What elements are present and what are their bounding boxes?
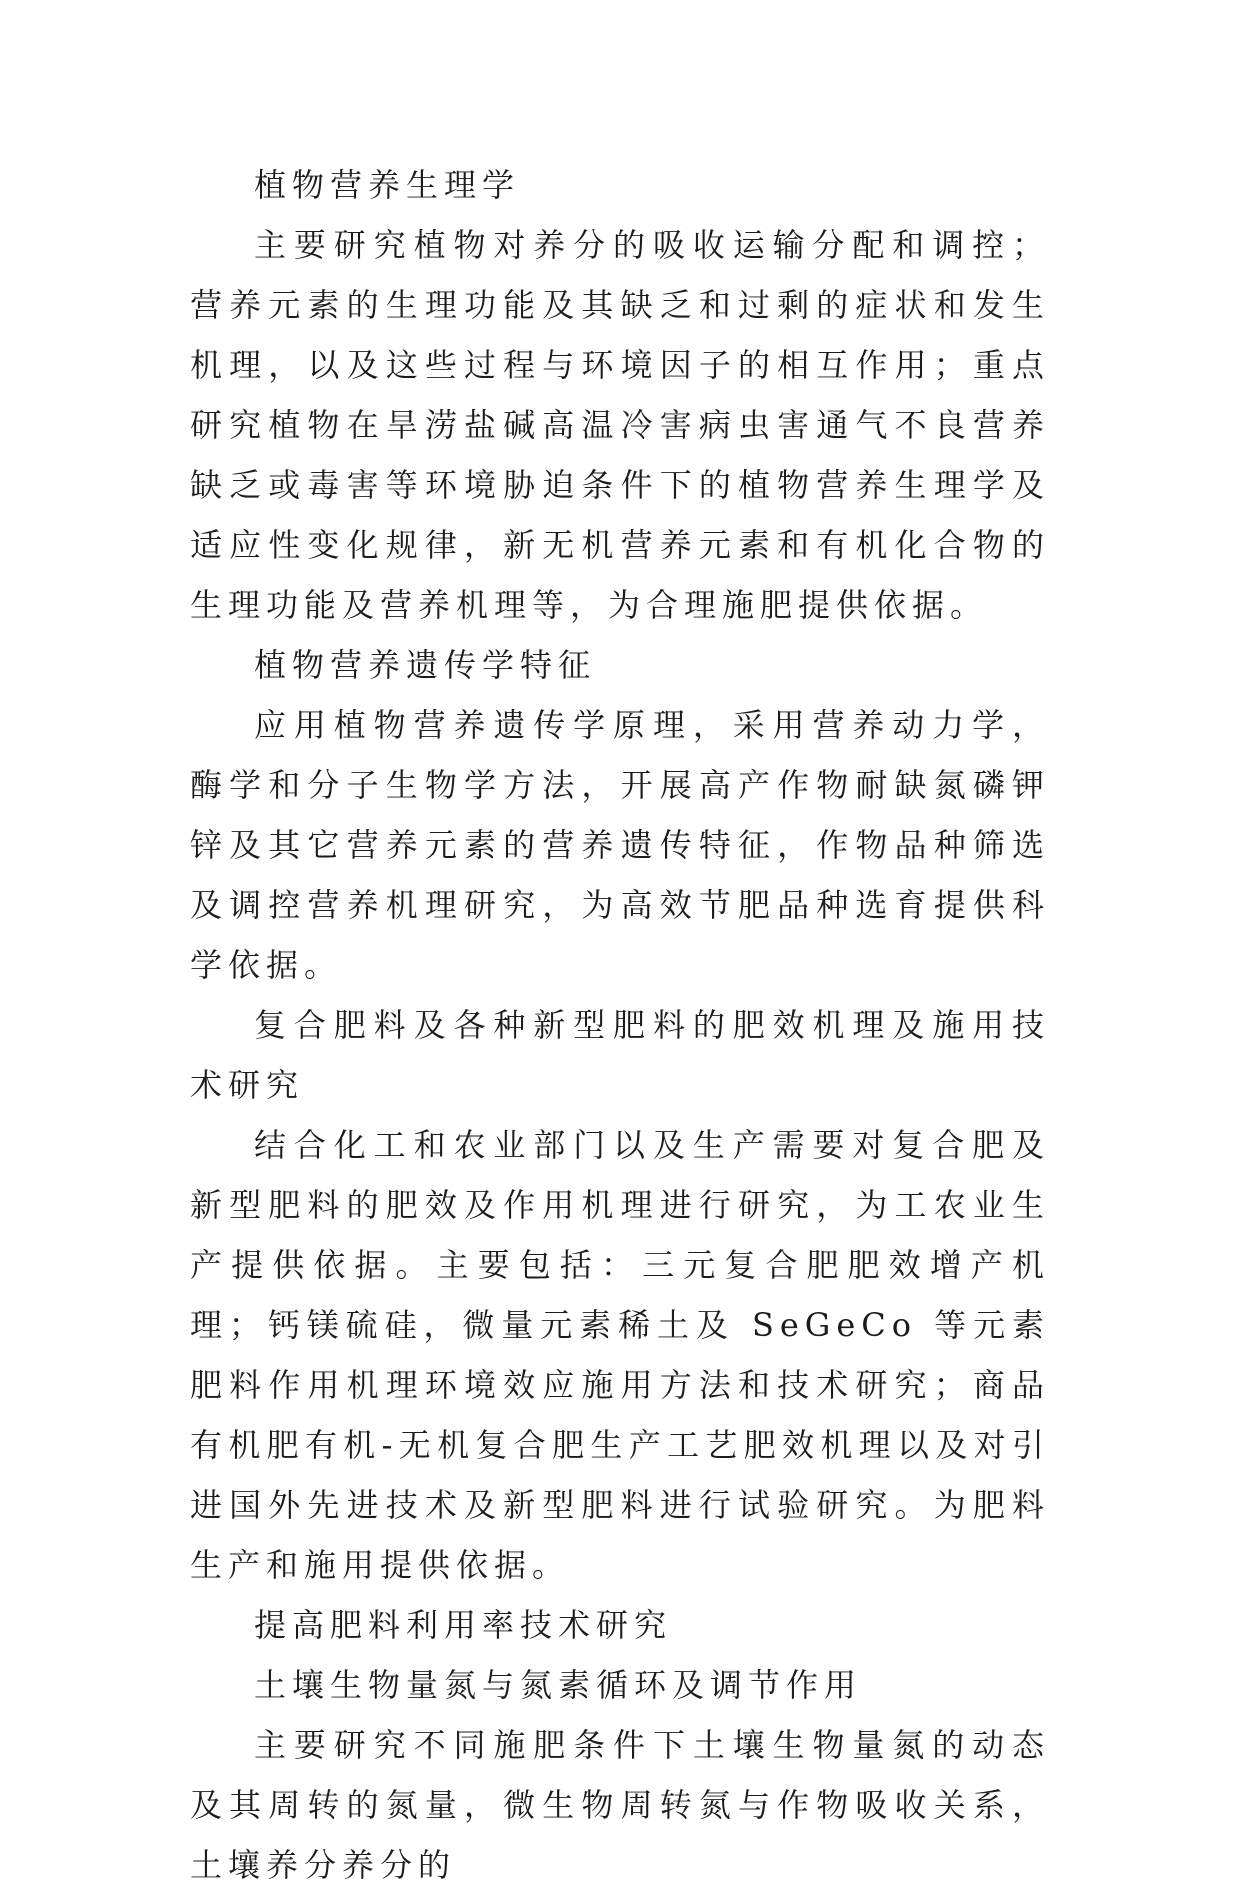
paragraph-genetics-description: 应用植物营养遗传学原理，采用营养动力学，酶学和分子生物学方法，开展高产作物耐缺氮磷钾锌及其它营养元素的营养遗传特征，作物品种筛选及调控营养机理研究，为高效节肥品种选育提供科学依据。 — [190, 706, 1050, 984]
paragraph-soil-nitrogen-description: 主要研究不同施肥条件下土壤生物量氮的动态及其周转的氮量，微生物周转氮与作物吸收关系，土壤养分养分的 — [190, 1726, 1050, 1884]
document-body — [190, 155, 1050, 1895]
paragraph-physiology-description: 主要研究植物对养分的吸收运输分配和调控；营养元素的生理功能及其缺乏和过剩的症状和发生机理，以及这些过程与环境因子的相互作用；重点研究植物在旱涝盐碱高温冷害病虫害通气不良营养缺乏或毒害等环境胁迫条件下的植物营养生理学及适应性变化规律，新无机营养元素和有机化合物的生理功能及营养机理等，为合理施肥提供依据。 — [190, 226, 1050, 624]
heading-plant-nutrition-physiology: 植物营养生理学 — [254, 166, 521, 204]
heading-soil-biomass-nitrogen: 土壤生物量氮与氮素循环及调节作用 — [254, 1666, 863, 1704]
heading-fertilizer-efficiency: 提高肥料利用率技术研究 — [254, 1606, 673, 1644]
paragraph-compound-fertilizer-description: 结合化工和农业部门以及生产需要对复合肥及新型肥料的肥效及作用机理进行研究，为工农业生产提供依据。主要包括：三元复合肥肥效增产机理；钙镁硫硅，微量元素稀土及 SeGeCo 等元素肥料作用机理环境效应施用方法和技术研究；商品有机肥有机-无机复合肥生产工艺肥效机理以及对引进国外先进技术及新型肥料进行试验研究。为肥料生产和施用提供依据。 — [190, 1126, 1050, 1584]
heading-plant-nutrition-genetics: 植物营养遗传学特征 — [254, 646, 597, 684]
heading-compound-fertilizer-research: 复合肥料及各种新型肥料的肥效机理及施用技术研究 — [190, 1006, 1050, 1104]
